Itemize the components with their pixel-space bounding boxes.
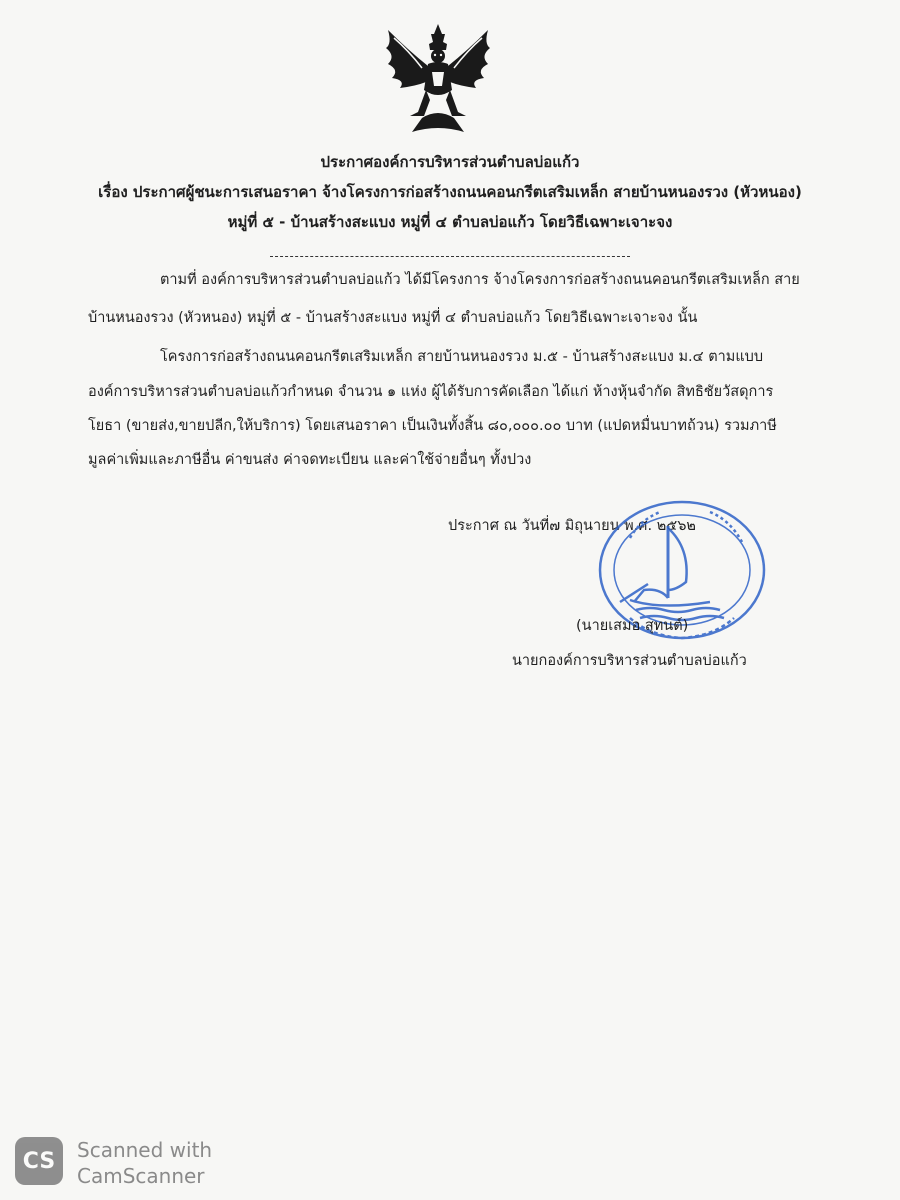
body-paragraph-line-3: โครงการก่อสร้างถนนคอนกรีตเสริมเหล็ก สายบ้านหนองรวง ม.๕ - บ้านสร้างสะแบง ม.๔ ตามแบบ: [160, 349, 764, 365]
subject-line-1: เรื่อง ประกาศผู้ชนะการเสนอราคา จ้างโครงการก่อสร้างถนนคอนกรีตเสริมเหล็ก สายบ้านหนองรวง (หัวหนอง): [98, 183, 802, 201]
body-paragraph-line-1: ตามที่ องค์การบริหารส่วนตำบลบ่อแก้ว ได้มีโครงการ จ้างโครงการก่อสร้างถนนคอนกรีตเสริมเหล็ก สาย: [160, 272, 800, 288]
camscanner-logo-text: CS: [22, 1148, 56, 1174]
body-paragraph-line-5: โยธา (ขายส่ง,ขายปลีก,ให้บริการ) โดยเสนอราคา เป็นเงินทั้งสิ้น ๘๐,๐๐๐.๐๐ บาท (แปดหมื่นบาทถ้วน) รวมภาษี: [88, 418, 777, 434]
signer-name: (นายเสมอ สุทนต์): [576, 618, 689, 634]
body-paragraph-line-6: มูลค่าเพิ่มและภาษีอื่น ค่าขนส่ง ค่าจดทะเบียน และค่าใช้จ่ายอื่นๆ ทั้งปวง: [88, 452, 532, 468]
garuda-emblem-icon: [378, 20, 498, 140]
signer-position: นายกองค์การบริหารส่วนตำบลบ่อแก้ว: [512, 653, 747, 669]
camscanner-logo-icon: [15, 1137, 63, 1185]
watermark-line-2: CamScanner: [77, 1164, 205, 1188]
subject-line-2: หมู่ที่ ๕ - บ้านสร้างสะแบง หมู่ที่ ๔ ตำบลบ่อแก้ว โดยวิธีเฉพาะเจาะจง: [227, 213, 673, 231]
body-paragraph-line-4: องค์การบริหารส่วนตำบลบ่อแก้วกำหนด จำนวน ๑ แห่ง ผู้ได้รับการคัดเลือก ได้แก่ ห้างหุ้นจำกัด สิทธิชัยวัสดุการ: [88, 384, 774, 400]
watermark-line-1: Scanned with: [77, 1138, 213, 1162]
separator-line: [270, 256, 630, 257]
announce-date: ประกาศ ณ วันที่๗ มิถุนายน พ.ศ. ๒๕๖๒: [448, 518, 696, 534]
document-title: ประกาศองค์การบริหารส่วนตำบลบ่อแก้ว: [320, 153, 580, 171]
body-paragraph-line-2: บ้านหนองรวง (หัวหนอง) หมู่ที่ ๕ - บ้านสร้างสะแบง หมู่ที่ ๔ ตำบลบ่อแก้ว โดยวิธีเฉพาะเจาะจง นั้น: [88, 310, 698, 326]
